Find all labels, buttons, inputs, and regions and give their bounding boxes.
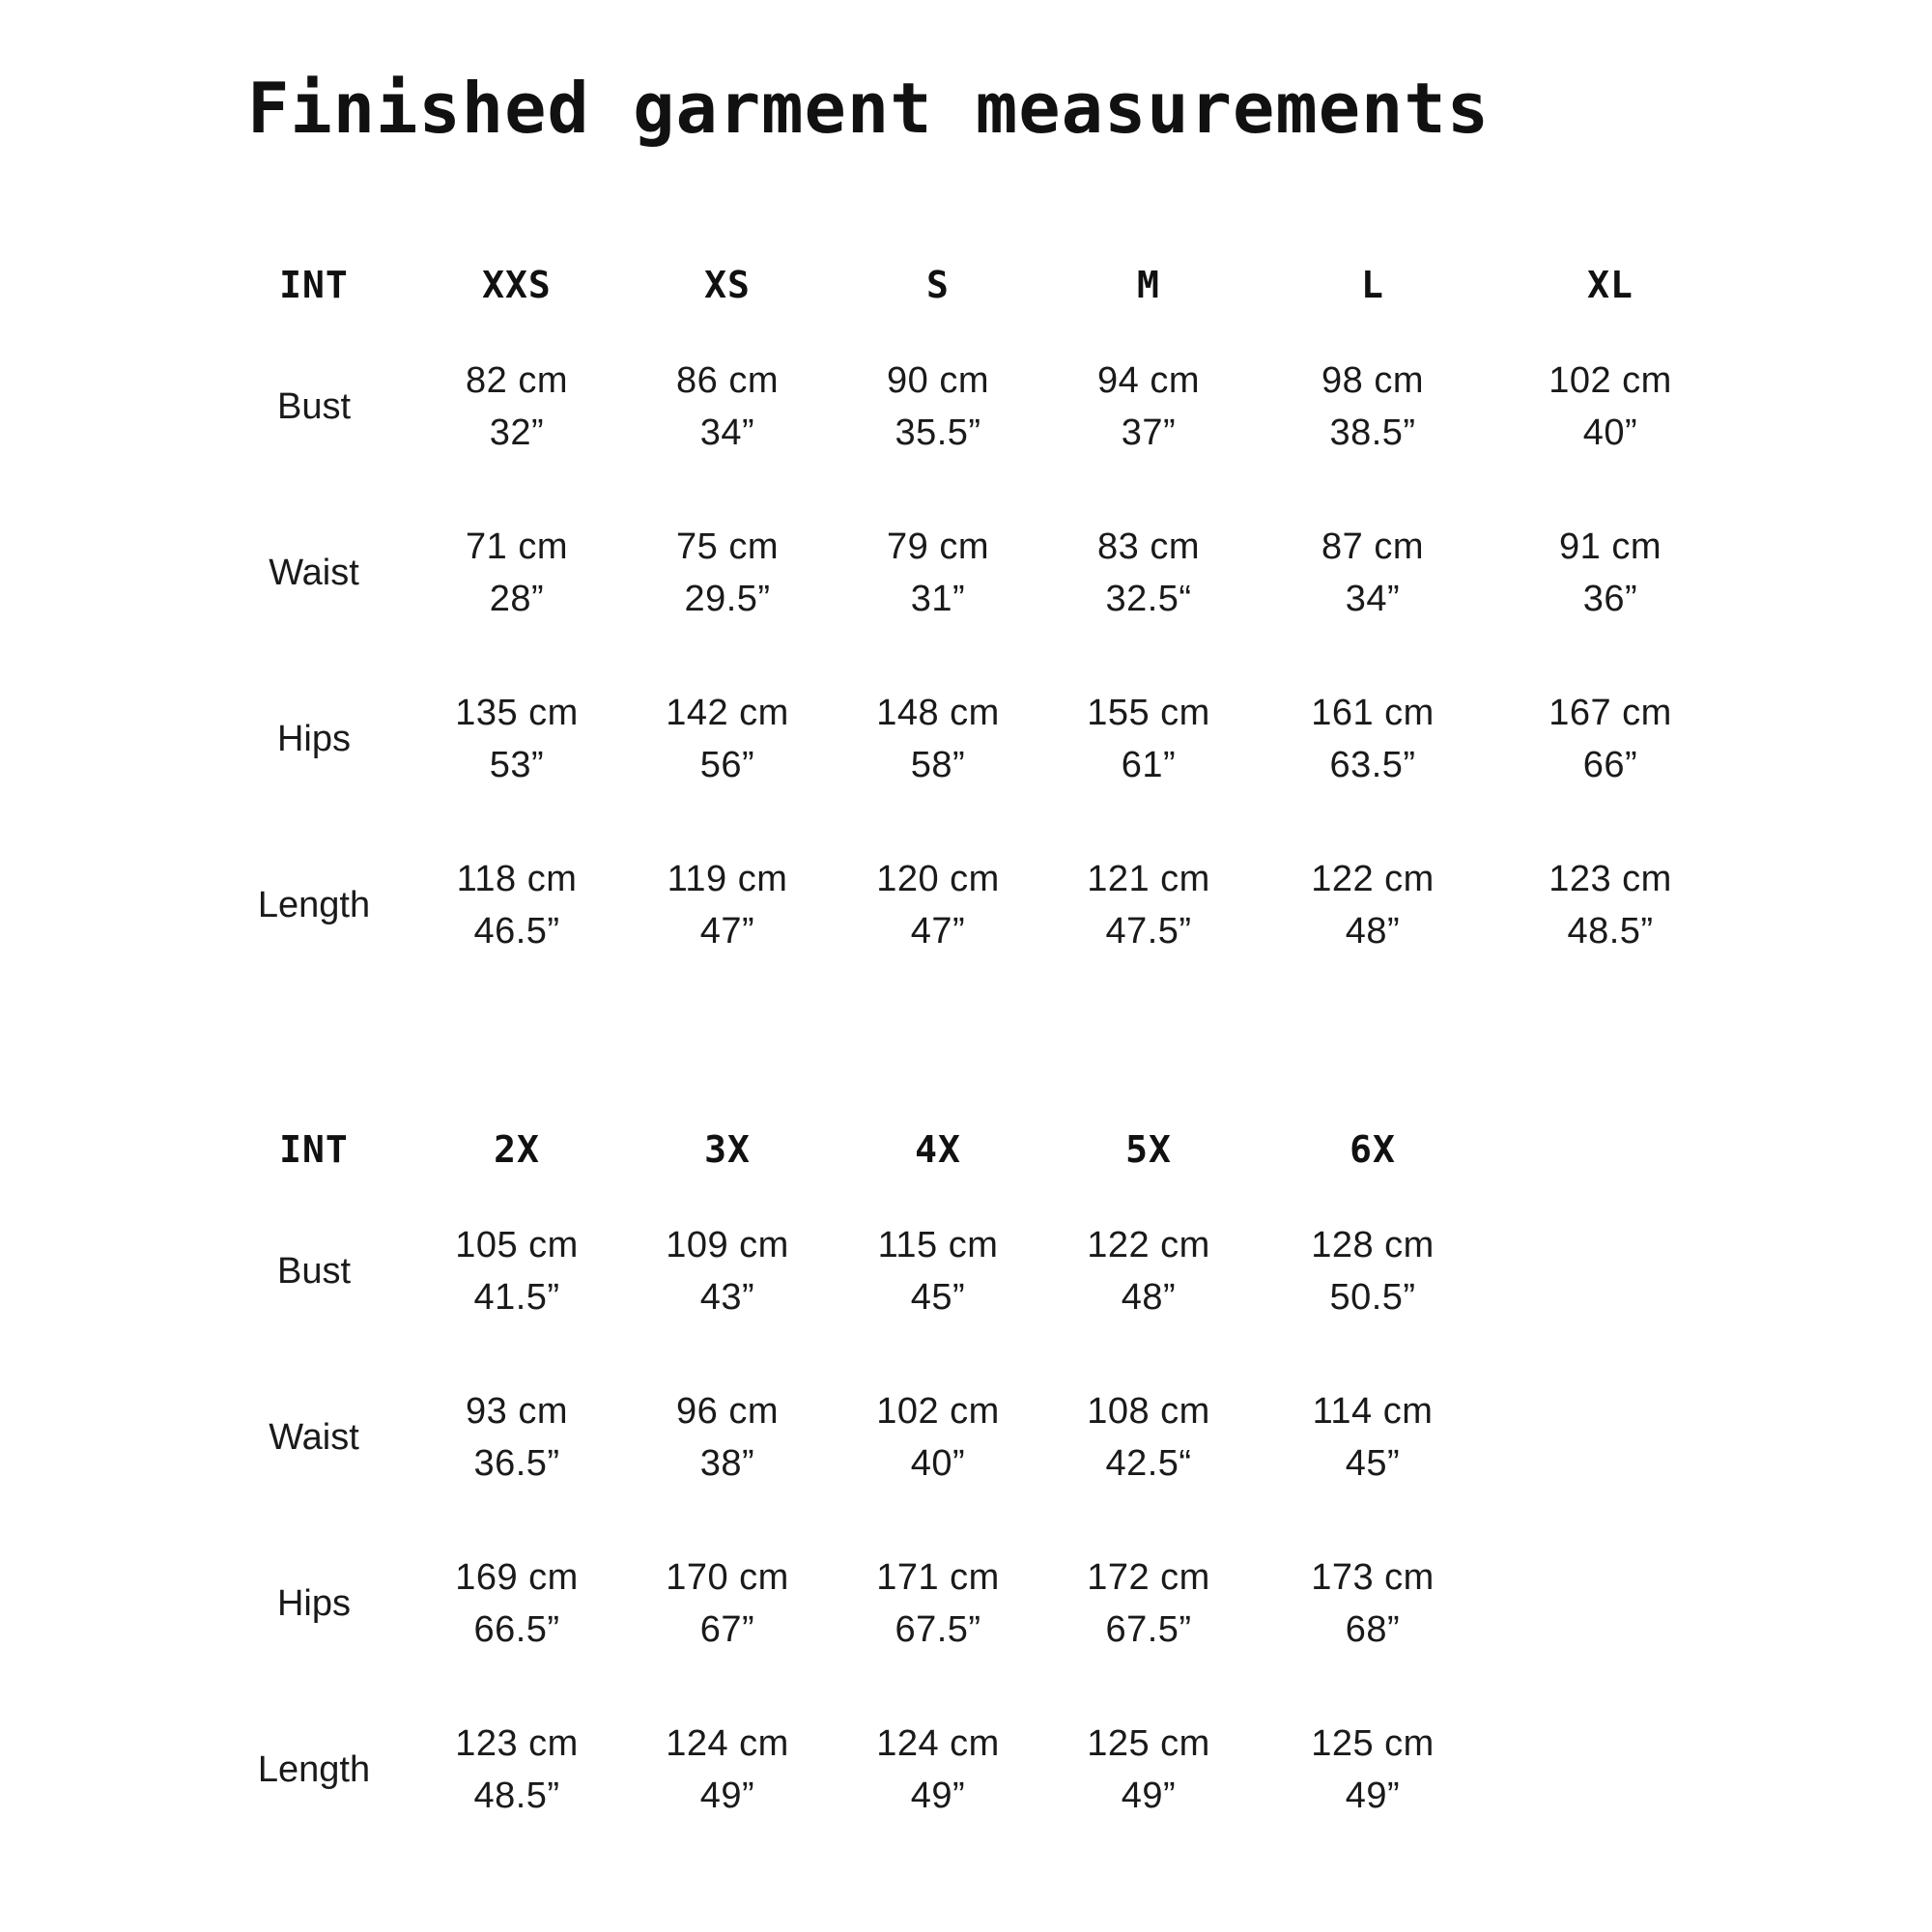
table-cell bbox=[1271, 1687, 1474, 1853]
table-cell bbox=[1271, 490, 1474, 656]
cm-value: 135 cm bbox=[455, 693, 579, 733]
table-cell bbox=[415, 1687, 618, 1853]
inch-value: 67.5” bbox=[1105, 1609, 1192, 1650]
table-row-waist bbox=[0, 490, 1932, 656]
table-cell bbox=[626, 822, 829, 988]
inch-value: 67” bbox=[699, 1609, 755, 1650]
cm-value: 83 cm bbox=[1097, 526, 1200, 567]
inch-value: 46.5” bbox=[473, 911, 560, 952]
cm-value: 155 cm bbox=[1087, 693, 1210, 733]
table-cell bbox=[1047, 822, 1250, 988]
table-cell bbox=[415, 656, 618, 822]
header-l: L bbox=[1361, 264, 1384, 306]
inch-value: 38.5” bbox=[1329, 412, 1416, 453]
inch-value: 61” bbox=[1121, 745, 1177, 785]
table-row-bust bbox=[0, 1188, 1932, 1354]
inch-value: 48.5” bbox=[1567, 911, 1654, 952]
cm-value: 114 cm bbox=[1312, 1391, 1434, 1432]
inch-value: 41.5” bbox=[473, 1277, 560, 1318]
page-title: Finished garment measurements bbox=[247, 68, 1491, 149]
inch-value: 32.5“ bbox=[1105, 579, 1192, 619]
inch-value: 47” bbox=[699, 911, 755, 952]
cm-value: 167 cm bbox=[1548, 693, 1672, 733]
header-int: INT bbox=[279, 264, 349, 306]
table-cell bbox=[626, 1520, 829, 1687]
cm-value: 142 cm bbox=[666, 693, 789, 733]
table-cell bbox=[1271, 656, 1474, 822]
inch-value: 36” bbox=[1582, 579, 1638, 619]
inch-value: 47.5” bbox=[1105, 911, 1192, 952]
cm-value: 96 cm bbox=[676, 1391, 779, 1432]
table-cell bbox=[837, 1520, 1039, 1687]
header-xxs: XXS bbox=[482, 264, 552, 306]
inch-value: 37” bbox=[1121, 412, 1177, 453]
inch-value: 53” bbox=[489, 745, 545, 785]
table-cell bbox=[626, 490, 829, 656]
table-cell bbox=[1271, 1188, 1474, 1354]
cm-value: 79 cm bbox=[887, 526, 989, 567]
inch-value: 49” bbox=[1345, 1776, 1401, 1816]
table-cell bbox=[1047, 324, 1250, 490]
inch-value: 50.5” bbox=[1329, 1277, 1416, 1318]
inch-value: 48” bbox=[1345, 911, 1401, 952]
cm-value: 122 cm bbox=[1087, 1225, 1210, 1265]
cm-value: 170 cm bbox=[666, 1557, 789, 1598]
cm-value: 109 cm bbox=[666, 1225, 789, 1265]
table-cell bbox=[626, 1354, 829, 1520]
table-cell bbox=[1047, 1354, 1250, 1520]
cm-value: 124 cm bbox=[876, 1723, 1000, 1764]
cm-value: 118 cm bbox=[456, 859, 578, 899]
table-cell bbox=[415, 1188, 618, 1354]
row-label: Length bbox=[257, 884, 371, 925]
inch-value: 34” bbox=[699, 412, 755, 453]
row-label: Bust bbox=[276, 1250, 352, 1292]
table-cell bbox=[837, 822, 1039, 988]
cm-value: 124 cm bbox=[666, 1723, 789, 1764]
inch-value: 29.5” bbox=[684, 579, 771, 619]
cm-value: 86 cm bbox=[676, 360, 779, 401]
cm-value: 93 cm bbox=[466, 1391, 568, 1432]
table-cell bbox=[415, 324, 618, 490]
table-row-waist bbox=[0, 1354, 1932, 1520]
header-int: INT bbox=[279, 1128, 349, 1171]
inch-value: 68” bbox=[1345, 1609, 1401, 1650]
inch-value: 66.5” bbox=[473, 1609, 560, 1650]
table-cell bbox=[1271, 822, 1474, 988]
cm-value: 125 cm bbox=[1087, 1723, 1210, 1764]
header-xs: XS bbox=[704, 264, 751, 306]
inch-value: 35.5” bbox=[895, 412, 981, 453]
size-table-1 bbox=[0, 246, 1932, 988]
cm-value: 75 cm bbox=[676, 526, 779, 567]
cm-value: 102 cm bbox=[1548, 360, 1672, 401]
table-cell bbox=[415, 822, 618, 988]
table-cell bbox=[1047, 490, 1250, 656]
header-6x: 6X bbox=[1350, 1128, 1396, 1171]
cm-value: 98 cm bbox=[1321, 360, 1424, 401]
cm-value: 71 cm bbox=[466, 526, 568, 567]
table-cell bbox=[415, 1520, 618, 1687]
table-cell bbox=[626, 656, 829, 822]
cm-value: 87 cm bbox=[1321, 526, 1424, 567]
table-cell bbox=[1271, 1354, 1474, 1520]
inch-value: 34” bbox=[1345, 579, 1401, 619]
cm-value: 105 cm bbox=[455, 1225, 579, 1265]
inch-value: 49” bbox=[1121, 1776, 1177, 1816]
inch-value: 42.5“ bbox=[1105, 1443, 1192, 1484]
table-cell bbox=[626, 1687, 829, 1853]
header-s: S bbox=[926, 264, 950, 306]
table-cell bbox=[626, 1188, 829, 1354]
cm-value: 91 cm bbox=[1559, 526, 1662, 567]
inch-value: 56” bbox=[699, 745, 755, 785]
header-xl: XL bbox=[1587, 264, 1634, 306]
table-cell bbox=[1509, 324, 1712, 490]
inch-value: 63.5” bbox=[1329, 745, 1416, 785]
cm-value: 169 cm bbox=[455, 1557, 579, 1598]
cm-value: 161 cm bbox=[1311, 693, 1435, 733]
cm-value: 128 cm bbox=[1311, 1225, 1435, 1265]
table-cell bbox=[1047, 656, 1250, 822]
inch-value: 48” bbox=[1121, 1277, 1177, 1318]
table-cell bbox=[837, 324, 1039, 490]
inch-value: 31” bbox=[910, 579, 966, 619]
inch-value: 67.5” bbox=[895, 1609, 981, 1650]
inch-value: 40” bbox=[1582, 412, 1638, 453]
row-label: Hips bbox=[276, 718, 352, 759]
table-cell bbox=[1271, 324, 1474, 490]
table-cell bbox=[837, 490, 1039, 656]
header-4x: 4X bbox=[915, 1128, 961, 1171]
cm-value: 171 cm bbox=[876, 1557, 1000, 1598]
inch-value: 66” bbox=[1582, 745, 1638, 785]
cm-value: 125 cm bbox=[1311, 1723, 1435, 1764]
table-cell bbox=[1509, 822, 1712, 988]
cm-value: 108 cm bbox=[1087, 1391, 1210, 1432]
inch-value: 48.5” bbox=[473, 1776, 560, 1816]
table-cell bbox=[1047, 1687, 1250, 1853]
row-label: Waist bbox=[269, 552, 359, 593]
cm-value: 120 cm bbox=[876, 859, 1000, 899]
inch-value: 32” bbox=[489, 412, 545, 453]
table-cell bbox=[1509, 656, 1712, 822]
size-table-2 bbox=[0, 1111, 1932, 1853]
cm-value: 90 cm bbox=[887, 360, 989, 401]
inch-value: 47” bbox=[910, 911, 966, 952]
row-label: Waist bbox=[269, 1416, 359, 1458]
header-5x: 5X bbox=[1125, 1128, 1172, 1171]
table-row-length bbox=[0, 822, 1932, 988]
row-label: Bust bbox=[276, 385, 352, 427]
table-cell bbox=[1047, 1520, 1250, 1687]
cm-value: 123 cm bbox=[1548, 859, 1672, 899]
row-label: Length bbox=[257, 1748, 371, 1790]
cm-value: 115 cm bbox=[877, 1225, 999, 1265]
cm-value: 82 cm bbox=[466, 360, 568, 401]
table-cell bbox=[837, 1188, 1039, 1354]
cm-value: 121 cm bbox=[1087, 859, 1210, 899]
table-row-bust bbox=[0, 324, 1932, 490]
cm-value: 123 cm bbox=[455, 1723, 579, 1764]
row-label: Hips bbox=[276, 1582, 352, 1624]
cm-value: 119 cm bbox=[667, 859, 788, 899]
header-m: M bbox=[1137, 264, 1160, 306]
inch-value: 28” bbox=[489, 579, 545, 619]
inch-value: 45” bbox=[910, 1277, 966, 1318]
cm-value: 94 cm bbox=[1097, 360, 1200, 401]
table-cell bbox=[837, 1354, 1039, 1520]
table-cell bbox=[837, 1687, 1039, 1853]
table-cell bbox=[1271, 1520, 1474, 1687]
header-2x: 2X bbox=[494, 1128, 540, 1171]
cm-value: 172 cm bbox=[1087, 1557, 1210, 1598]
inch-value: 38” bbox=[699, 1443, 755, 1484]
cm-value: 148 cm bbox=[876, 693, 1000, 733]
inch-value: 49” bbox=[699, 1776, 755, 1816]
table-cell bbox=[1047, 1188, 1250, 1354]
table-header-row bbox=[0, 246, 1932, 324]
cm-value: 102 cm bbox=[876, 1391, 1000, 1432]
table-header-row bbox=[0, 1111, 1932, 1188]
inch-value: 58” bbox=[910, 745, 966, 785]
table-row-hips bbox=[0, 656, 1932, 822]
table-cell bbox=[626, 324, 829, 490]
cm-value: 173 cm bbox=[1311, 1557, 1435, 1598]
table-cell bbox=[1509, 490, 1712, 656]
table-row-length bbox=[0, 1687, 1932, 1853]
inch-value: 45” bbox=[1345, 1443, 1401, 1484]
cm-value: 122 cm bbox=[1311, 859, 1435, 899]
inch-value: 49” bbox=[910, 1776, 966, 1816]
inch-value: 40” bbox=[910, 1443, 966, 1484]
table-row-hips bbox=[0, 1520, 1932, 1687]
table-cell bbox=[837, 656, 1039, 822]
inch-value: 36.5” bbox=[473, 1443, 560, 1484]
table-cell bbox=[415, 490, 618, 656]
inch-value: 43” bbox=[699, 1277, 755, 1318]
header-3x: 3X bbox=[704, 1128, 751, 1171]
table-cell bbox=[415, 1354, 618, 1520]
